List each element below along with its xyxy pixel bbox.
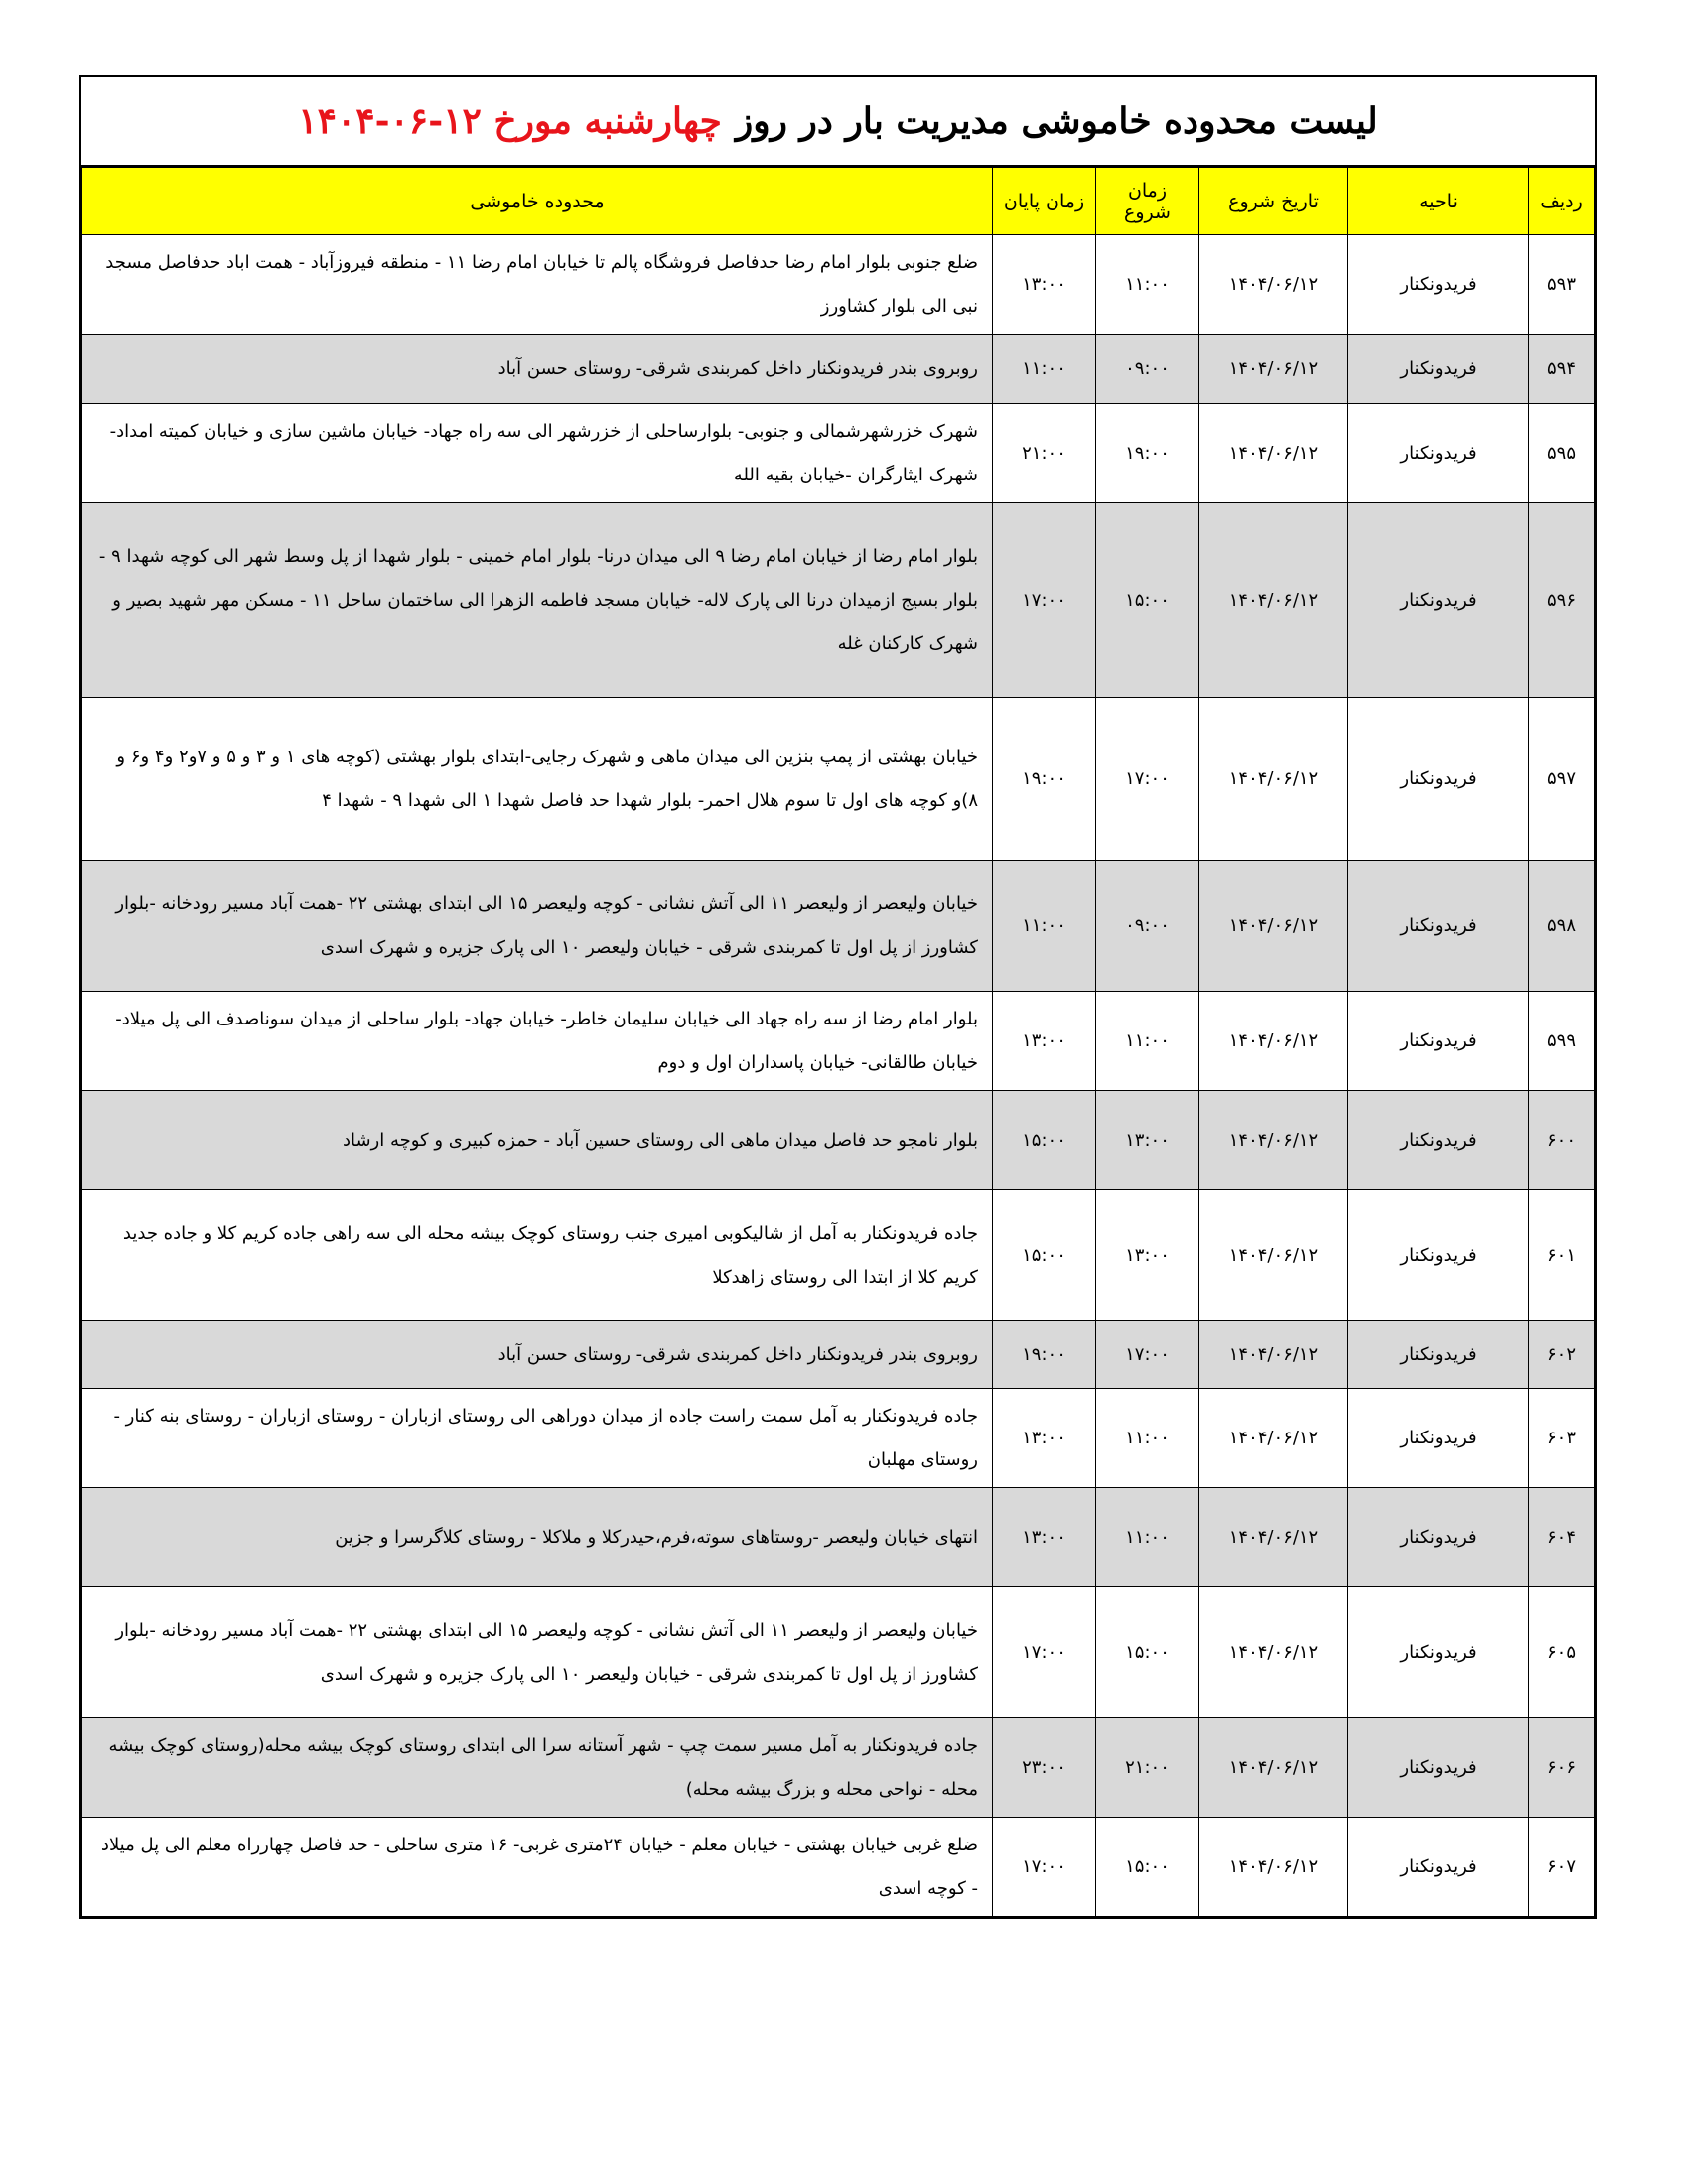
row-number-cell: ۵۹۶ [1529,503,1595,698]
table-row [82,698,1595,861]
title-main: لیست محدوده خاموشی مدیریت بار در روز [735,100,1378,142]
header-start-time: زمان شروع [1096,168,1199,235]
region-cell: فریدونکنار [1348,1321,1529,1389]
table-row [82,335,1595,404]
row-number-cell: ۵۹۹ [1529,992,1595,1091]
area-cell: جاده فریدونکنار به آمل سمت راست جاده از میدان دوراهی الی روستای ازباران - روستای ازباران - روستای بنه کنار - روستای مهلبان [82,1389,993,1488]
row-number-cell: ۶۰۱ [1529,1190,1595,1321]
date-cell: ۱۴۰۴/۰۶/۱۲ [1199,1718,1348,1818]
end-time-cell: ۱۹:۰۰ [993,698,1096,861]
region-cell: فریدونکنار [1348,1190,1529,1321]
row-number-cell: ۶۰۷ [1529,1818,1595,1917]
table-row [82,503,1595,698]
start-time-cell: ۰۹:۰۰ [1096,335,1199,404]
start-time-cell: ۱۳:۰۰ [1096,1091,1199,1190]
row-number-cell: ۶۰۲ [1529,1321,1595,1389]
region-cell: فریدونکنار [1348,698,1529,861]
date-cell: ۱۴۰۴/۰۶/۱۲ [1199,992,1348,1091]
region-cell: فریدونکنار [1348,861,1529,992]
start-time-cell: ۱۱:۰۰ [1096,235,1199,335]
date-cell: ۱۴۰۴/۰۶/۱۲ [1199,1091,1348,1190]
row-number-cell: ۶۰۰ [1529,1091,1595,1190]
title-date: چهارشنبه مورخ ۱۲-۰۶-۱۴۰۴ [298,100,722,142]
header-area: محدوده خاموشی [82,168,993,235]
start-time-cell: ۱۱:۰۰ [1096,1488,1199,1587]
row-number-cell: ۶۰۶ [1529,1718,1595,1818]
header-end-time: زمان پایان [993,168,1096,235]
date-cell: ۱۴۰۴/۰۶/۱۲ [1199,1190,1348,1321]
date-cell: ۱۴۰۴/۰۶/۱۲ [1199,503,1348,698]
region-cell: فریدونکنار [1348,503,1529,698]
area-cell: خیابان ولیعصر از ولیعصر ۱۱ الی آتش نشانی - کوچه ولیعصر ۱۵ الی ابتدای بهشتی ۲۲ -همت آباد مسیر رودخانه -بلوار کشاورز از پل اول تا کمربندی شرقی - خیابان ولیعصر ۱۰ الی پارک جزیره و شهرک اسدی [82,1587,993,1718]
table-row [82,235,1595,335]
start-time-cell: ۱۳:۰۰ [1096,1190,1199,1321]
end-time-cell: ۱۳:۰۰ [993,992,1096,1091]
area-cell: روبروی بندر فریدونکنار داخل کمربندی شرقی- روستای حسن آباد [82,335,993,404]
outage-table [81,167,1595,1917]
row-number-cell: ۵۹۵ [1529,404,1595,503]
start-time-cell: ۱۵:۰۰ [1096,1587,1199,1718]
end-time-cell: ۱۷:۰۰ [993,1587,1096,1718]
end-time-cell: ۲۱:۰۰ [993,404,1096,503]
start-time-cell: ۲۱:۰۰ [1096,1718,1199,1818]
region-cell: فریدونکنار [1348,1091,1529,1190]
region-cell: فریدونکنار [1348,1488,1529,1587]
table-row [82,1587,1595,1718]
area-cell: ضلع غربی خیابان بهشتی - خیابان معلم - خیابان ۲۴متری غربی- ۱۶ متری ساحلی - حد فاصل چهارراه معلم الی پل میلاد - کوچه اسدی [82,1818,993,1917]
end-time-cell: ۱۱:۰۰ [993,861,1096,992]
page-title [81,77,1595,167]
region-cell: فریدونکنار [1348,1818,1529,1917]
header-date: تاریخ شروع [1199,168,1348,235]
row-number-cell: ۵۹۷ [1529,698,1595,861]
date-cell: ۱۴۰۴/۰۶/۱۲ [1199,698,1348,861]
area-cell: روبروی بندر فریدونکنار داخل کمربندی شرقی- روستای حسن آباد [82,1321,993,1389]
table-row [82,1389,1595,1488]
region-cell: فریدونکنار [1348,1718,1529,1818]
date-cell: ۱۴۰۴/۰۶/۱۲ [1199,861,1348,992]
region-cell: فریدونکنار [1348,404,1529,503]
region-cell: فریدونکنار [1348,1389,1529,1488]
start-time-cell: ۱۷:۰۰ [1096,1321,1199,1389]
end-time-cell: ۱۳:۰۰ [993,1389,1096,1488]
table-row [82,1091,1595,1190]
end-time-cell: ۱۷:۰۰ [993,1818,1096,1917]
end-time-cell: ۱۹:۰۰ [993,1321,1096,1389]
start-time-cell: ۱۵:۰۰ [1096,1818,1199,1917]
area-cell: خیابان بهشتی از پمپ بنزین الی میدان ماهی و شهرک رجایی-ابتدای بلوار بهشتی (کوچه های ۱ و ۳ و ۵ و ۷و۲ و۴ و۶ و ۸)و کوچه های اول تا سوم هلال احمر- بلوار شهدا حد فاصل شهدا ۱ الی شهدا ۹ - شهدا ۴ [82,698,993,861]
table-row [82,992,1595,1091]
date-cell: ۱۴۰۴/۰۶/۱۲ [1199,1389,1348,1488]
schedule-sheet [79,75,1597,1919]
end-time-cell: ۱۵:۰۰ [993,1190,1096,1321]
area-cell: ضلع جنوبی بلوار امام رضا حدفاصل فروشگاه پالم تا خیابان امام رضا ۱۱ - منطقه فیروزآباد - همت اباد حدفاصل مسجد نبی الی بلوار کشاورز [82,235,993,335]
date-cell: ۱۴۰۴/۰۶/۱۲ [1199,1488,1348,1587]
date-cell: ۱۴۰۴/۰۶/۱۲ [1199,1818,1348,1917]
date-cell: ۱۴۰۴/۰۶/۱۲ [1199,1321,1348,1389]
date-cell: ۱۴۰۴/۰۶/۱۲ [1199,1587,1348,1718]
end-time-cell: ۱۳:۰۰ [993,235,1096,335]
header-region: ناحیه [1348,168,1529,235]
region-cell: فریدونکنار [1348,1587,1529,1718]
start-time-cell: ۱۱:۰۰ [1096,992,1199,1091]
end-time-cell: ۱۷:۰۰ [993,503,1096,698]
end-time-cell: ۱۱:۰۰ [993,335,1096,404]
table-row [82,1718,1595,1818]
end-time-cell: ۱۳:۰۰ [993,1488,1096,1587]
start-time-cell: ۰۹:۰۰ [1096,861,1199,992]
area-cell: خیابان ولیعصر از ولیعصر ۱۱ الی آتش نشانی - کوچه ولیعصر ۱۵ الی ابتدای بهشتی ۲۲ -همت آباد مسیر رودخانه -بلوار کشاورز از پل اول تا کمربندی شرقی - خیابان ولیعصر ۱۰ الی پارک جزیره و شهرک اسدی [82,861,993,992]
region-cell: فریدونکنار [1348,992,1529,1091]
table-row [82,1190,1595,1321]
area-cell: بلوار امام رضا از خیابان امام رضا ۹ الی میدان درنا- بلوار امام خمینی - بلوار شهدا از پل وسط شهر الی کوچه شهدا ۹ - بلوار بسیج ازمیدان درنا الی پارک لاله- خیابان مسجد فاطمه الزهرا الی ساختمان ساحل ۱۱ - مسکن مهر شهید بصیر و شهرک کارکنان غله [82,503,993,698]
row-number-cell: ۶۰۵ [1529,1587,1595,1718]
end-time-cell: ۱۵:۰۰ [993,1091,1096,1190]
end-time-cell: ۲۳:۰۰ [993,1718,1096,1818]
area-cell: بلوار امام رضا از سه راه جهاد الی خیابان سلیمان خاطر- خیابان جهاد- بلوار ساحلی از میدان سوناصدف الی پل میلاد- خیابان طالقانی- خیابان پاسداران اول و دوم [82,992,993,1091]
row-number-cell: ۵۹۸ [1529,861,1595,992]
date-cell: ۱۴۰۴/۰۶/۱۲ [1199,404,1348,503]
area-cell: جاده فریدونکنار به آمل از شالیکوبی امیری جنب روستای کوچک بیشه محله الی سه راهی جاده کریم کلا و جاده جدید کریم کلا از ابتدا الی روستای زاهدکلا [82,1190,993,1321]
table-row [82,1818,1595,1917]
region-cell: فریدونکنار [1348,235,1529,335]
row-number-cell: ۵۹۳ [1529,235,1595,335]
area-cell: جاده فریدونکنار به آمل مسیر سمت چپ - شهر آستانه سرا الی ابتدای روستای کوچک بیشه محله(روستای کوچک بیشه محله - نواحی محله و بزرگ بیشه محله) [82,1718,993,1818]
start-time-cell: ۱۷:۰۰ [1096,698,1199,861]
area-cell: بلوار نامجو حد فاصل میدان ماهی الی روستای حسین آباد - حمزه کبیری و کوچه ارشاد [82,1091,993,1190]
date-cell: ۱۴۰۴/۰۶/۱۲ [1199,235,1348,335]
area-cell: انتهای خیابان ولیعصر -روستاهای سوته،فرم،حیدرکلا و ملاکلا - روستای کلاگرسرا و جزین [82,1488,993,1587]
header-row-number: ردیف [1529,168,1595,235]
row-number-cell: ۶۰۳ [1529,1389,1595,1488]
table-row [82,1321,1595,1389]
start-time-cell: ۱۹:۰۰ [1096,404,1199,503]
row-number-cell: ۵۹۴ [1529,335,1595,404]
table-header-row [82,168,1595,235]
area-cell: شهرک خزرشهرشمالی و جنوبی- بلوارساحلی از خزرشهر الی سه راه جهاد- خیابان ماشین سازی و خیابان کمیته امداد- شهرک ایثارگران -خیابان بقیه الله [82,404,993,503]
start-time-cell: ۱۱:۰۰ [1096,1389,1199,1488]
table-row [82,404,1595,503]
row-number-cell: ۶۰۴ [1529,1488,1595,1587]
region-cell: فریدونکنار [1348,335,1529,404]
table-row [82,1488,1595,1587]
start-time-cell: ۱۵:۰۰ [1096,503,1199,698]
date-cell: ۱۴۰۴/۰۶/۱۲ [1199,335,1348,404]
table-row [82,861,1595,992]
